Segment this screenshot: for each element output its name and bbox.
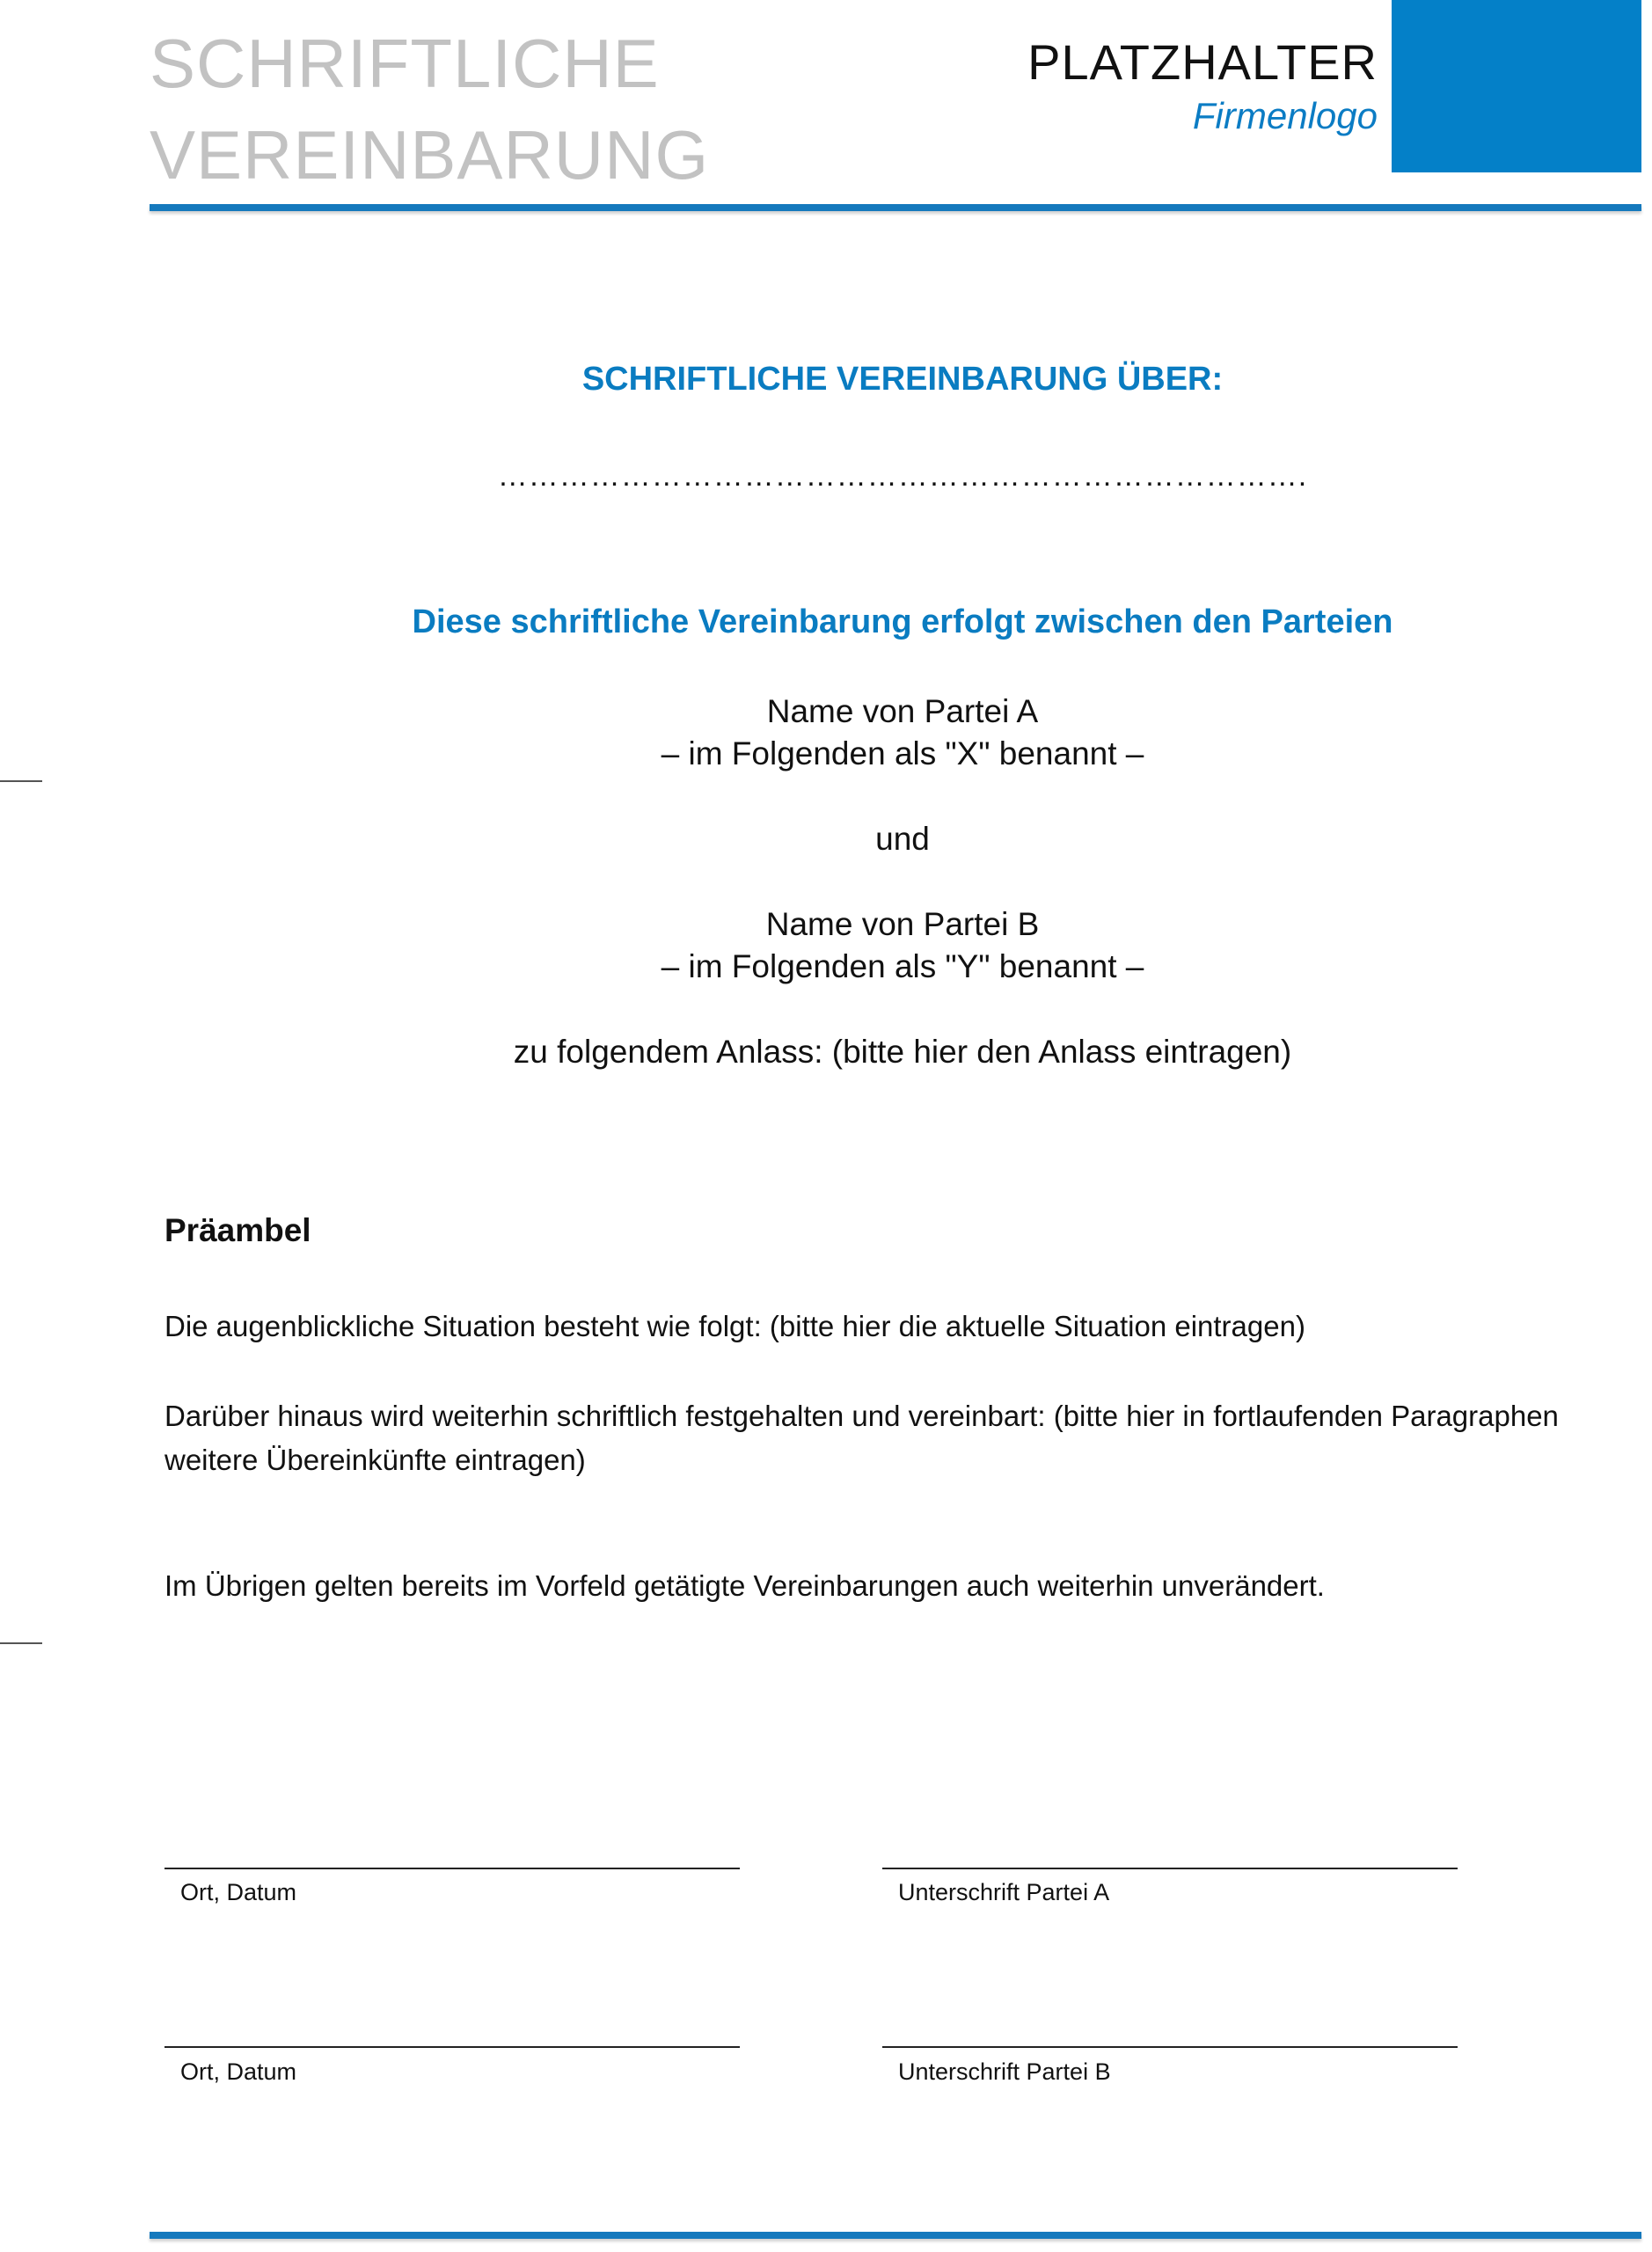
party-a-alias: – im Folgenden als "X" benannt – (661, 735, 1144, 771)
party-b-name: Name von Partei B (765, 906, 1040, 942)
preamble-paragraph-2-line-2: weitere Übereinkünfte eintragen) (164, 1444, 586, 1476)
party-b-alias: – im Folgenden als "Y" benannt – (661, 948, 1144, 984)
subject-placeholder-field[interactable]: ……………………………………………………………………. (497, 459, 1308, 493)
margin-fold-mark-bottom (0, 1642, 42, 1644)
logo-box (1392, 0, 1641, 172)
signature-label-party-a: Unterschrift Partei A (898, 1879, 1110, 1905)
company-logo-placeholder (1027, 32, 1378, 139)
preamble-paragraph-1: Die augenblickliche Situation besteht wie folgt: (bitte hier die aktuelle Situation eintragen) (164, 1310, 1305, 1342)
preamble-paragraph-2-line-1: Darüber hinaus wird weiterhin schriftlich festgehalten und vereinbart: (bitte hier in fortlaufenden Paragraphen (164, 1400, 1559, 1432)
header-divider (150, 204, 1641, 211)
footer-divider (150, 2232, 1641, 2239)
signature-line-place-date-2 (164, 2046, 740, 2048)
place-date-label-1: Ort, Datum (180, 1879, 297, 1905)
preamble-paragraph-3: Im Übrigen gelten bereits im Vorfeld getätigte Vereinbarungen auch weiterhin unverändert. (164, 1569, 1325, 1602)
document-title-line-1: SCHRIFTLICHE (150, 25, 660, 102)
logo-sub-text: Firmenlogo (1192, 95, 1378, 136)
signature-line-party-b (882, 2046, 1458, 2048)
signature-line-party-a (882, 1868, 1458, 1869)
signature-label-party-b: Unterschrift Partei B (898, 2058, 1111, 2085)
preamble-heading: Präambel (164, 1212, 311, 1248)
document-title-line-2: VEREINBARUNG (150, 116, 710, 194)
signature-line-place-date-1 (164, 1868, 740, 1869)
occasion-line: zu folgendem Anlass: (bitte hier den Anlass eintragen) (513, 1034, 1292, 1070)
document-title (150, 18, 941, 201)
parties-heading: Diese schriftliche Vereinbarung erfolgt zwischen den Parteien (412, 603, 1393, 640)
party-a-name: Name von Partei A (766, 693, 1039, 729)
and-connector: und (875, 821, 930, 857)
margin-fold-mark-top (0, 780, 42, 782)
subject-heading: SCHRIFTLICHE VEREINBARUNG ÜBER: (581, 361, 1224, 398)
logo-main-text: PLATZHALTER (1027, 34, 1378, 90)
place-date-label-2: Ort, Datum (180, 2058, 297, 2085)
